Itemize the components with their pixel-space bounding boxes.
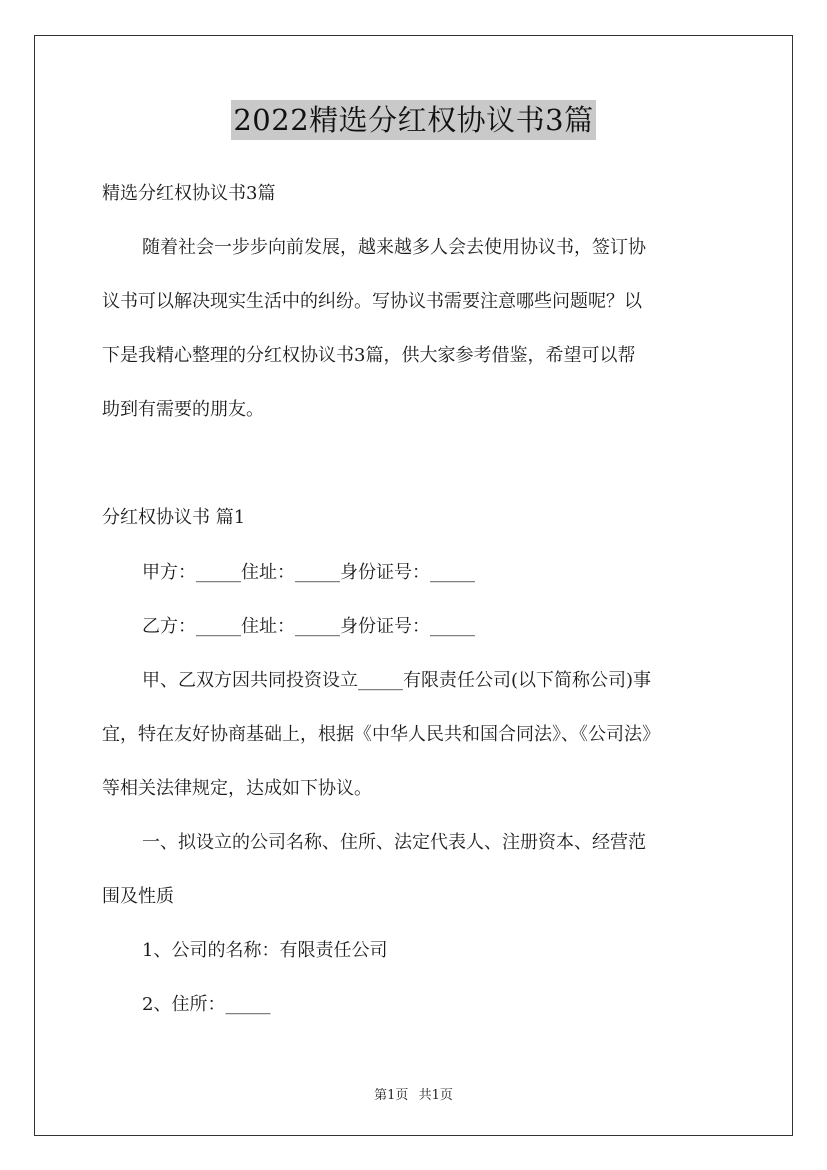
party-b-line: 乙方：_____住址：_____身份证号：_____	[142, 616, 475, 637]
title-container	[0, 100, 827, 140]
clause1-line-1: 一、拟设立的公司名称、住所、法定代表人、注册资本、经营范	[142, 832, 646, 853]
section-heading: 分红权协议书 篇1	[102, 507, 246, 528]
intro-line-1: 随着社会一步步向前发展，越来越多人会去使用协议书，签订协	[142, 237, 646, 258]
document-subtitle: 精选分红权协议书3篇	[102, 183, 276, 204]
para1-line-3: 等相关法律规定，达成如下协议。	[102, 778, 372, 799]
page-number: 第1页	[374, 1088, 409, 1103]
para1-line-2: 宜，特在友好协商基础上，根据《中华人民共和国合同法》、《公司法》	[102, 724, 660, 745]
intro-line-2: 议书可以解决现实生活中的纠纷。写协议书需要注意哪些问题呢？以	[102, 291, 642, 312]
para1-line-1: 甲、乙双方因共同投资设立_____有限责任公司(以下简称公司)事	[142, 670, 652, 691]
document-title: 2022精选分红权协议书3篇	[231, 100, 595, 140]
item-2: 2、住所：_____	[142, 994, 271, 1015]
page-footer	[0, 1084, 827, 1103]
intro-line-4: 助到有需要的朋友。	[102, 399, 264, 420]
party-a-line: 甲方：_____住址：_____身份证号：_____	[142, 562, 475, 583]
page-total: 共1页	[418, 1088, 453, 1103]
clause1-line-2: 围及性质	[102, 886, 174, 907]
item-1: 1、公司的名称：有限责任公司	[142, 940, 388, 961]
intro-line-3: 下是我精心整理的分红权协议书3篇，供大家参考借鉴，希望可以帮	[102, 345, 636, 366]
